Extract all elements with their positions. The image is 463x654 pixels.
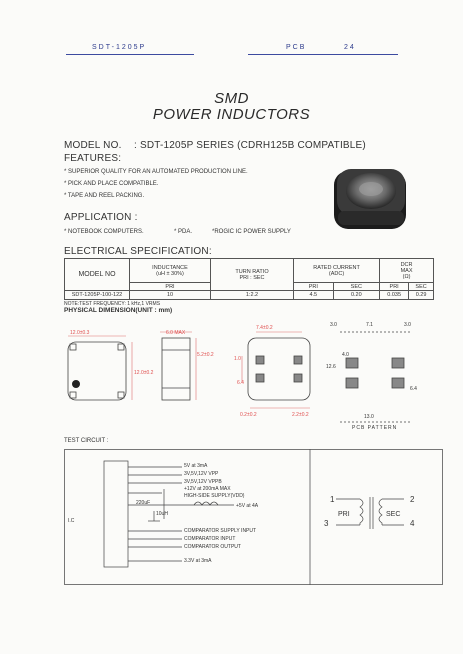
model-label: MODEL NO. — [64, 140, 122, 151]
col-model: MODEL NO — [65, 259, 130, 291]
header-page: 24 — [344, 44, 356, 51]
application-item: * NOTEBOOK COMPUTERS. — [64, 229, 144, 235]
model-value: : SDT-1205P SERIES (CDRH125B COMPATIBLE) — [134, 140, 366, 151]
inductor-value: 10uH — [156, 511, 168, 517]
feature-item: * PICK AND PLACE COMPATIBLE. — [64, 181, 159, 187]
sec-label: SEC — [386, 511, 401, 518]
dim-thickness: 6.0 MAX — [166, 330, 186, 336]
dim-bottom-c: 2.2±0.2 — [292, 412, 309, 418]
application-item: * PDA. — [174, 229, 193, 235]
circuit-line: 3V,5V,12V VPPB — [184, 479, 222, 485]
header-rule-left — [66, 54, 194, 55]
sub-sec-current: SEC — [333, 283, 380, 291]
dim-bottom-a: 1.0 — [234, 356, 241, 362]
feature-item: * SUPERIOR QUALITY FOR AN AUTOMATED PRODUCTION LINE. — [64, 169, 248, 175]
electrical-heading: ELECTRICAL SPECIFICATION: — [64, 246, 212, 257]
pri-label: PRI — [338, 511, 350, 518]
header-model: SDT-1205P — [92, 44, 147, 51]
dim-pcb-a: 3.0 — [330, 322, 337, 328]
dimension-drawings — [60, 318, 440, 436]
test-heading: TEST CIRCUIT : — [64, 438, 109, 444]
sub-pri-ind: PRI — [130, 283, 211, 291]
pin-2: 2 — [410, 495, 415, 504]
circuit-line: 3.3V at 3mA — [184, 558, 212, 564]
dim-bottom-w: 7.4±0.2 — [256, 325, 273, 331]
circuit-line: +12V at 200mA MAX — [184, 486, 231, 492]
dim-pcb-total: 13.0 — [364, 414, 374, 420]
test-note: NOTE:TEST FREQUENCY: 1 kHz,1 VRMS — [64, 301, 161, 307]
pin-3: 3 — [324, 519, 329, 528]
inductor-photo — [328, 163, 410, 235]
dim-pcb-e: 4.0 — [342, 352, 349, 358]
dim-bottom-b: 0.2±0.2 — [240, 412, 257, 418]
dim-pcb-c: 3.0 — [404, 322, 411, 328]
application-heading: APPLICATION : — [64, 212, 138, 223]
dim-width: 12.0±0.3 — [70, 330, 90, 336]
physical-heading: PHYSICAL DIMENSION(UNIT : mm) — [64, 307, 173, 314]
header-pcb: PCB — [286, 44, 307, 51]
sub-pri-dcr: PRI — [380, 283, 409, 291]
circuit-line: 3V,5V,12V VPP — [184, 471, 219, 477]
pin-4: 4 — [410, 519, 415, 528]
dim-pcb-b: 7.1 — [366, 322, 373, 328]
circuit-line: COMPARATOR INPUT — [184, 536, 236, 542]
header-rule-right — [248, 54, 398, 55]
col-turn-ratio: TURN RATIO PRI : SEC — [211, 259, 294, 291]
dim-height: 12.0±0.2 — [134, 370, 154, 376]
application-item: *ROGIC IC POWER SUPPLY — [212, 229, 291, 235]
col-rated-current: RATED CURRENT (ADC) — [294, 259, 380, 283]
circuit-line: 5V at 3mA — [184, 463, 208, 469]
dim-pcb-f: 6.4 — [410, 386, 417, 392]
pin-1: 1 — [330, 495, 335, 504]
col-dcr: DCR MAX (Ω) — [380, 259, 434, 283]
title-line2: POWER INDUCTORS — [152, 106, 311, 123]
dim-side: 5.2±0.2 — [197, 352, 214, 358]
features-heading: FEATURES: — [64, 153, 122, 164]
dim-bottom-d: 6.4 — [237, 380, 244, 386]
circuit-line: +5V at 4A — [236, 503, 259, 509]
dim-pcb-d: 12.6 — [326, 364, 336, 370]
col-inductance: INDUCTANCE (uH ± 30%) — [130, 259, 211, 283]
circuit-line: COMPARATOR OUTPUT — [184, 544, 241, 550]
circuit-line: COMPARATOR SUPPLY INPUT — [184, 528, 257, 534]
cap-value: 220uF — [136, 500, 151, 506]
pcb-pattern-label: PCB PATTERN — [352, 425, 398, 431]
table-row: SDT-1205P-100-122 10 1:2.2 4.5 0.20 0.035 0.29 — [65, 291, 434, 300]
sub-sec-dcr: SEC — [409, 283, 434, 291]
sub-pri-current: PRI — [294, 283, 334, 291]
feature-item: * TAPE AND REEL PACKING. — [64, 193, 145, 199]
spec-table — [64, 258, 434, 300]
circuit-line: HIGH-SIDE SUPPLY(VDD) — [184, 493, 245, 499]
ic-label: I.C — [68, 518, 75, 524]
title-line1: SMD — [214, 90, 249, 107]
